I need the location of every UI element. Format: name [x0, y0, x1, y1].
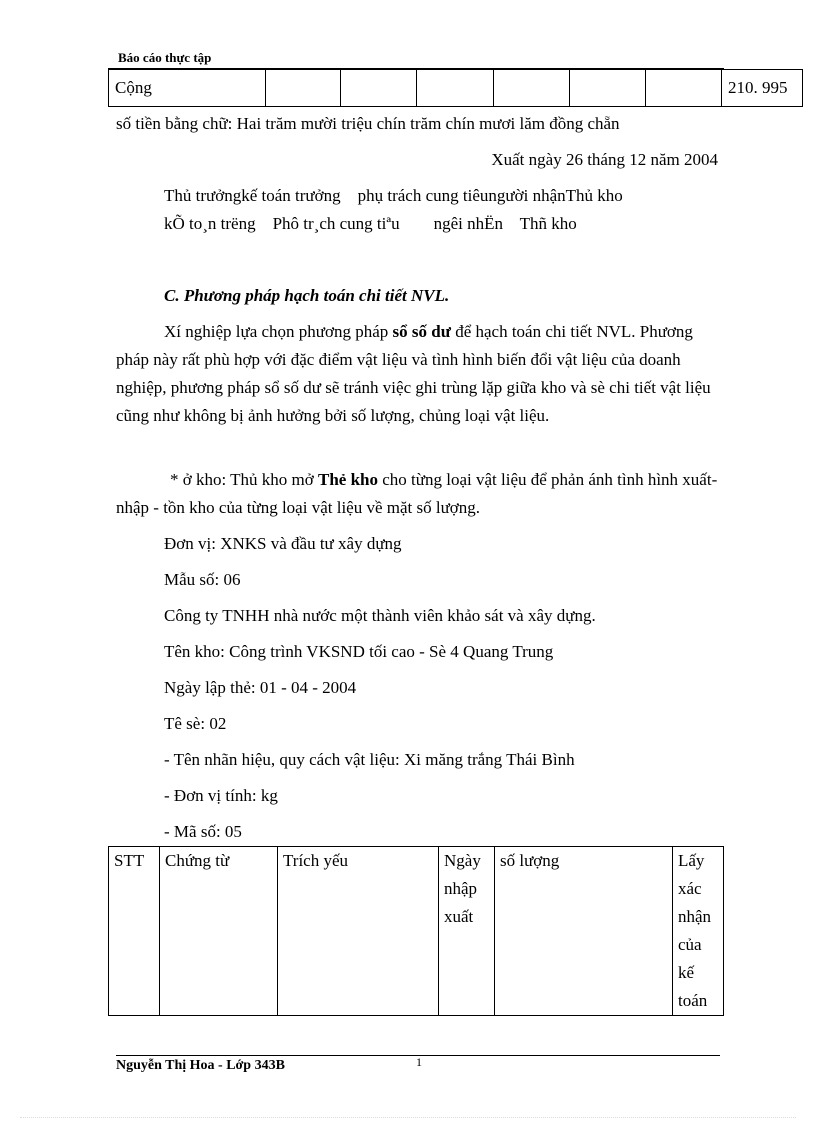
total-cell-empty — [570, 70, 646, 107]
method-text-1: Xí nghiệp lựa chọn phương pháp — [164, 322, 393, 341]
method-paragraph — [116, 318, 726, 430]
total-cell-empty — [417, 70, 494, 107]
header-voucher: Chứng từ — [160, 847, 278, 1016]
total-cell-empty — [494, 70, 570, 107]
signature-titles-garbled: kÕ to¸n trëng Phô tr¸ch cung tiªu ngêi nhËn Thñ kho — [164, 214, 577, 233]
total-amount: 210. 995 — [722, 70, 803, 107]
card-material: - Tên nhãn hiệu, quy cách vật liệu: Xi măng trắng Thái Bình — [164, 750, 575, 769]
signature-titles: Thủ trưởngkế toán trưởng phụ trách cung tiêungười nhậnThủ kho — [164, 186, 623, 205]
warehouse-text-2: cho từng loại vật liệu để phản ánh tình hình xuất- nhập - tồn kho của từng loại vật liệu về mặt số lượng. — [116, 470, 718, 517]
total-row-table — [108, 69, 803, 107]
warehouse-paragraph — [116, 466, 726, 522]
header-confirm: Lấy xác nhận của kế toán — [673, 847, 724, 1016]
amount-in-words: số tiền bằng chữ: Hai trăm mười triệu chín trăm chín mươi lăm đồng chẵn — [116, 114, 620, 133]
page-bottom-edge — [20, 1117, 796, 1118]
report-header-title: Báo cáo thực tập — [118, 50, 212, 65]
card-unit: Đơn vị: XNKS và đầu tư xây dựng — [164, 534, 402, 553]
method-bold-term: sổ số dư — [392, 322, 451, 341]
card-company: Công ty TNHH nhà nước một thành viên khảo sát và xây dựng. — [164, 606, 596, 625]
header-stt: STT — [109, 847, 160, 1016]
page-number: 1 — [416, 1055, 422, 1069]
header-summary: Trích yếu — [278, 847, 439, 1016]
total-cell-empty — [266, 70, 341, 107]
total-label: Cộng — [109, 70, 266, 107]
method-text-2: để hạch toán chi tiết NVL. Phương pháp này rất phù hợp với đặc điểm vật liệu và tình hình biến đổi vật liệu của doanh nghiệp, phương pháp sổ số dư sẽ tránh việc ghi trùng lặp giữa kho và sè chi tiết vật liệu cũng như không bị ảnh hưởng bởi số lượng, chủng loại vật liệu. — [116, 322, 711, 425]
warehouse-text-1: * ở kho: Thủ kho mở — [170, 470, 319, 489]
warehouse-bold-term: Thẻ kho — [318, 470, 379, 489]
total-row — [109, 70, 803, 107]
issue-date: Xuất ngày 26 tháng 12 năm 2004 — [491, 150, 718, 169]
card-warehouse: Tên kho: Công trình VKSND tối cao - Sè 4 Quang Trung — [164, 642, 554, 661]
card-created-date: Ngày lập thẻ: 01 - 04 - 2004 — [164, 678, 357, 697]
card-code: - Mã số: 05 — [164, 822, 242, 841]
card-uom: - Đơn vị tính: kg — [164, 786, 278, 805]
stock-card-table — [108, 846, 724, 1016]
footer-author: Nguyễn Thị Hoa - Lớp 343B — [116, 1058, 285, 1073]
total-cell-empty — [341, 70, 417, 107]
header-date: Ngày nhập xuất — [439, 847, 495, 1016]
header-quantity: số lượng — [495, 847, 673, 1016]
card-sheet-no: Tê sè: 02 — [164, 714, 227, 733]
total-cell-empty — [646, 70, 722, 107]
card-form-no: Mẫu số: 06 — [164, 570, 241, 589]
section-heading: C. Phương pháp hạch toán chi tiết NVL. — [164, 286, 450, 305]
stock-card-header-row — [109, 847, 724, 1016]
